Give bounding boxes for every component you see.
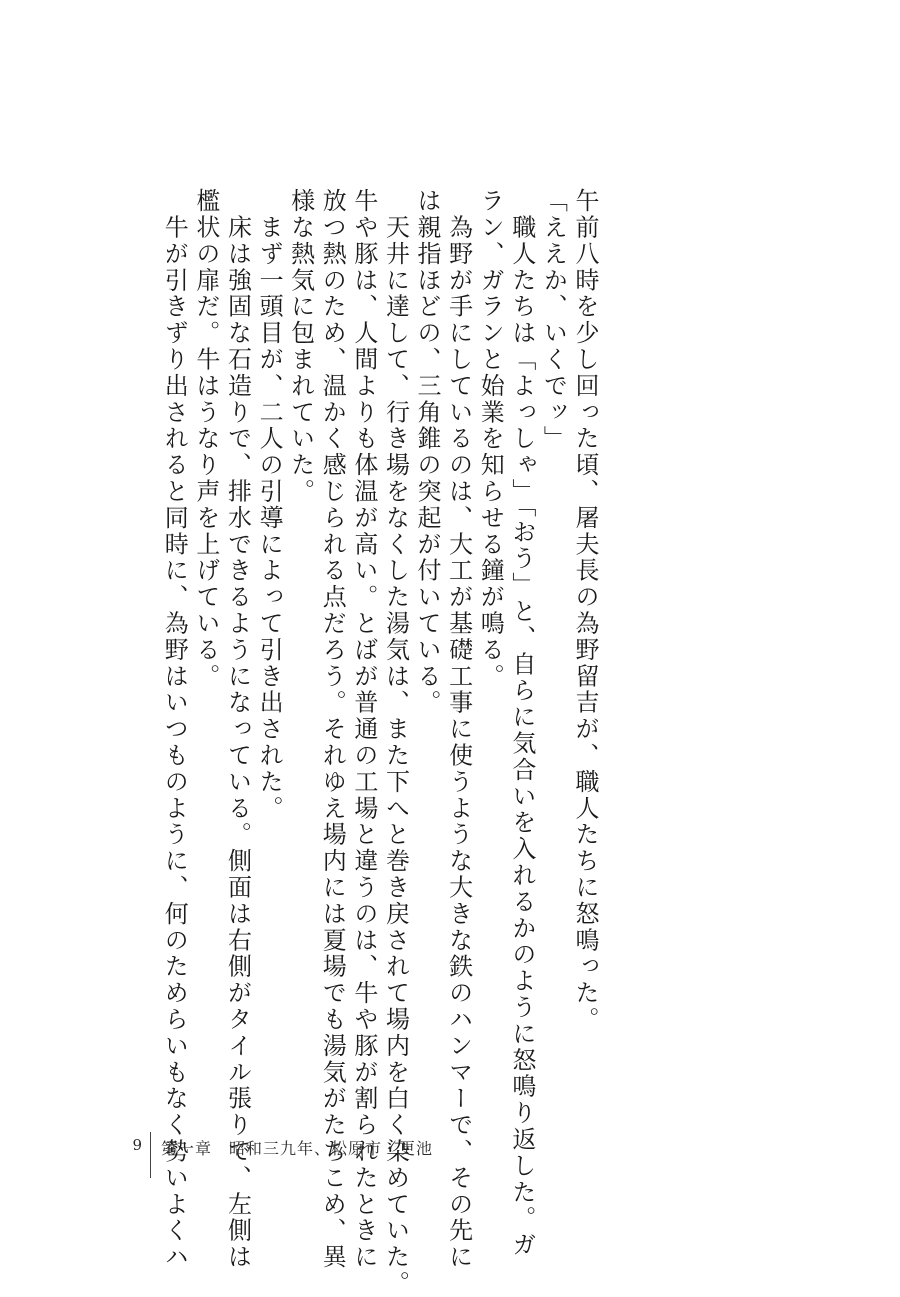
text-line: 様な熱気に包まれていた。 xyxy=(286,188,315,505)
text-line: 職人たちは「よっしゃ」「おう」と、自らに気合いを入れるかのように怒鳴り返した。ガ xyxy=(507,188,536,1259)
text-line: 為野が手にしているのは、大工が基礎工事に使うような大きな鉄のハンマーで、その先に xyxy=(444,188,473,1271)
text-line: 午前八時を少し回った頃、屠夫長の為野留吉が、職人たちに怒鳴った。 xyxy=(571,188,599,1033)
text-line: 檻状の扉だ。牛はうなり声を上げている。 xyxy=(191,188,220,690)
text-line: ラン、ガランと始業を知らせる鐘が鳴る。 xyxy=(476,188,505,690)
page-number: 9 xyxy=(132,1136,142,1154)
text-line: 牛や豚は、人間よりも体温が高い。とばが普通の工場と違うのは、牛や豚が割られたときに xyxy=(349,188,378,1271)
text-line: 「ええか、いくでッ」 xyxy=(539,188,568,452)
text-line: は親指ほどの、三角錐の突起が付いている。 xyxy=(413,188,442,716)
text-line: まず一頭目が、二人の引導によって引き出された。 xyxy=(255,188,284,822)
chapter-title: 第一章 昭和三九年、松原市・更池 xyxy=(161,1139,434,1158)
footer-divider xyxy=(150,1132,151,1178)
text-line: 放つ熱のため、温かく感じられる点だろう。それゆえ場内には夏場でも湯気がたちこめ、異 xyxy=(318,188,347,1271)
page-footer xyxy=(128,1132,433,1182)
text-line: 天井に達して、行き場をなくした湯気は、また下へと巻き戻されて場内を白く染めていた。 xyxy=(381,188,410,1297)
text-line: 牛が引きずり出されると同時に、為野はいつものように、何のためらいもなく勢いよくハ xyxy=(160,188,189,1271)
text-line: 床は強固な石造りで、排水できるようになっている。側面は右側がタイル張りで、左側は xyxy=(223,188,252,1271)
